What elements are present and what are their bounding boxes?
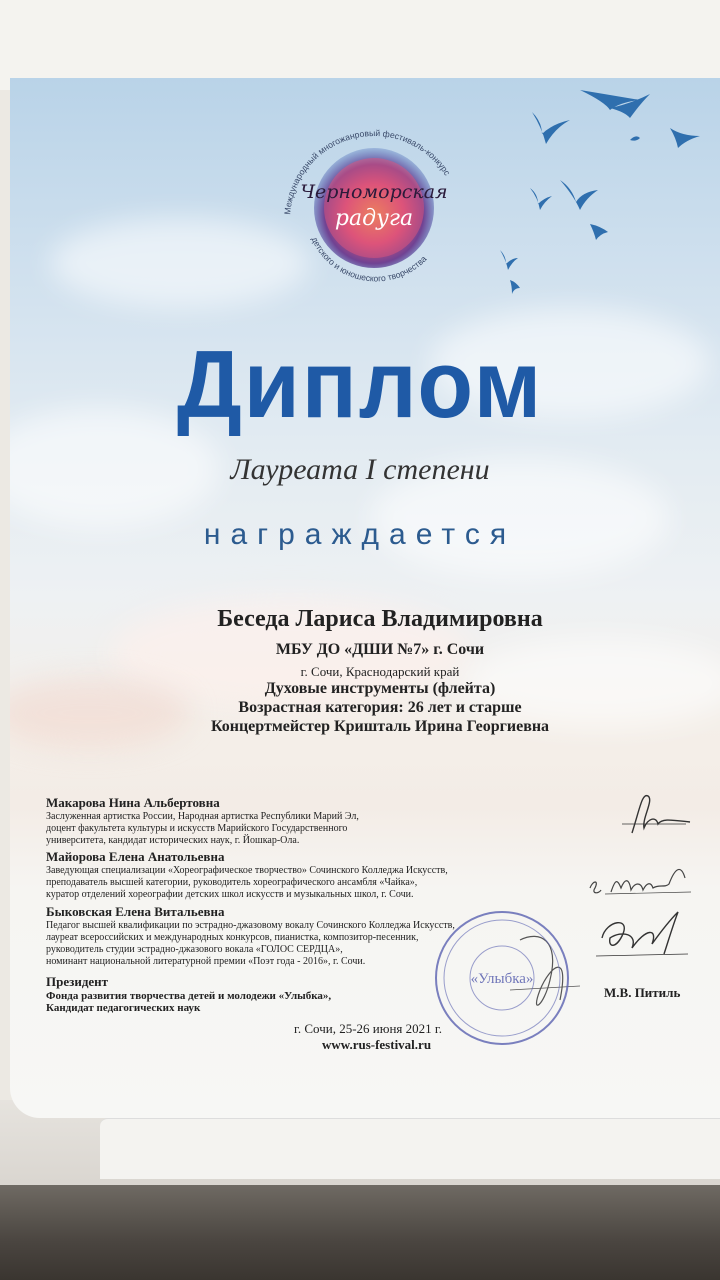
president-org: Фонда развития творчества детей и молодежи «Улыбка», (46, 990, 332, 1002)
signature-1 (612, 788, 692, 838)
signature-2 (585, 858, 695, 908)
jury-desc-line: куратор отделений хореографии детских школ искусств и музыкальных школ, г. Сочи. (46, 889, 414, 900)
background-wall (0, 0, 720, 90)
recipient-age-category: Возрастная категория: 26 лет и старше (238, 699, 522, 716)
recipient-name: Беседа Лариса Владимировна (217, 606, 543, 632)
jury-member (46, 795, 359, 847)
jury-name: Макарова Нина Альбертовна (46, 795, 220, 810)
paper-folder-edge (100, 1118, 720, 1179)
logo-arc-top: Международный многожанровый фестиваль-конкурс (282, 127, 453, 216)
president-block (46, 974, 331, 1014)
jury-desc-line: преподаватель высшей категории, руководитель хореографического ансамбля «Чайка», (46, 877, 418, 888)
stamp-center-text: «Улыбка» (470, 971, 534, 987)
logo-arc-bottom: детского и юношеского творчества (309, 235, 429, 284)
birds-illustration (470, 80, 720, 320)
jury-member (46, 849, 448, 901)
president-label: Президент (46, 974, 109, 989)
logo-name-line1: Черноморская (300, 181, 448, 203)
jury-desc-line: руководитель студии эстрадно-джазового вокала «ГОЛОС СЕРДЦА», (46, 944, 343, 955)
signature-3 (592, 908, 692, 968)
festival-logo (268, 110, 480, 300)
footer-url: www.rus-festival.ru (322, 1037, 432, 1052)
jury-desc-line: университета, кандидат исторических наук, г. Йошкар-Ола. (46, 835, 300, 846)
jury-name: Быковская Елена Витальевна (46, 904, 225, 919)
president-signature-name: М.В. Питиль (604, 985, 681, 1000)
recipient-accompanist: Концертмейстер Кришталь Ирина Георгиевна (210, 718, 550, 735)
jury-desc-line: Педагог высшей квалификации по эстрадно-джазовому вокалу Сочинского Колледжа Искусств, (46, 920, 455, 931)
jury-desc-line: доцент факультета культуры и искусств Марийского Государственного (46, 823, 348, 834)
logo-name-line2: радуга (334, 206, 414, 231)
diploma-title: Диплом (176, 331, 544, 438)
footer-date: г. Сочи, 25-26 июня 2021 г. (294, 1021, 442, 1036)
jury-desc-line: номинант национальной литературной премии «Поэт года - 2016», г. Сочи. (46, 956, 366, 967)
official-stamp (432, 908, 572, 1048)
degree-subtitle: Лауреата I степени (230, 453, 490, 486)
recipient-city: г. Сочи, Краснодарский край (300, 664, 460, 679)
jury-desc-line: Заслуженная артистка России, Народная артистка Республики Марий Эл, (46, 811, 359, 822)
table-surface (0, 1185, 720, 1280)
president-degree: Кандидат педагогических наук (46, 1002, 201, 1014)
jury-desc-line: лауреат всероссийских и международных конкурсов, пианистка, композитор-песенник, (46, 932, 419, 943)
jury-member (46, 904, 455, 968)
recipient-instrument: Духовые инструменты (флейта) (264, 680, 496, 697)
recipient-institution: МБУ ДО «ДШИ №7» г. Сочи (275, 641, 485, 658)
jury-desc-line: Заведующая специализации «Хореографическое творчество» Сочинского Колледжа Искусств, (46, 865, 448, 876)
jury-name: Майорова Елена Анатольевна (46, 849, 225, 864)
awarded-label: награждается (203, 518, 517, 551)
